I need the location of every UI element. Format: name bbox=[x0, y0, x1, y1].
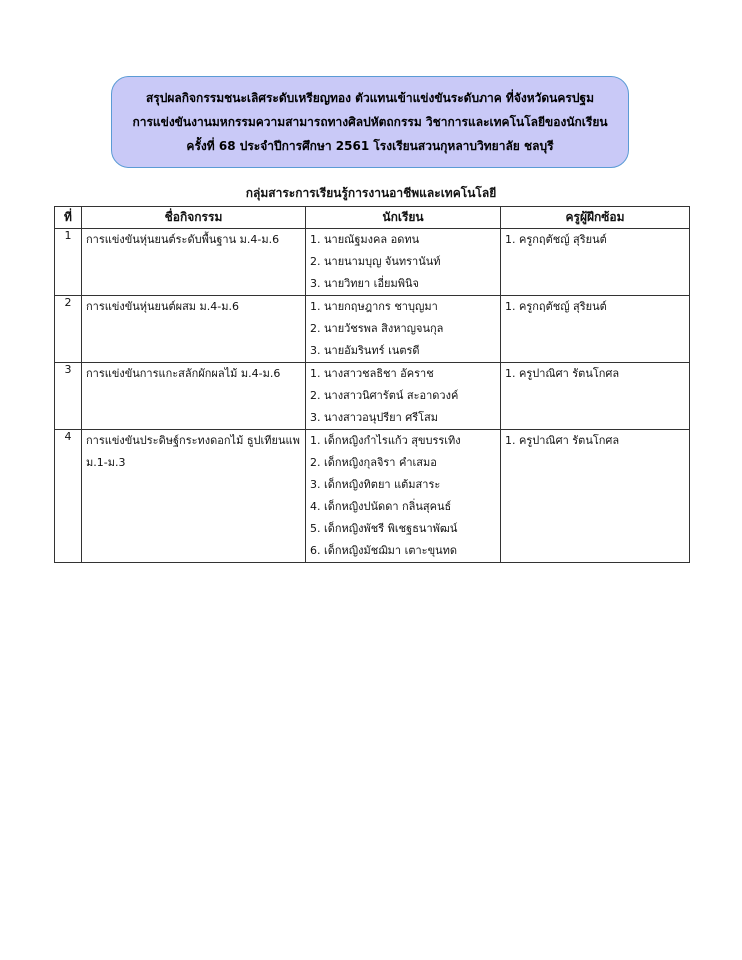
activity-name: การแข่งขันประดิษฐ์กระทงดอกไม้ ธูปเทียนแพ ม.1-ม.3 bbox=[86, 434, 300, 469]
student-name: 1. นางสาวชลธิชา อัคราช bbox=[310, 367, 434, 380]
activities-table bbox=[54, 206, 690, 563]
student-name: 6. เด็กหญิงมัชฌิมา เตาะขุนทด bbox=[310, 544, 458, 557]
student-name: 3. นายอัมรินทร์ เนตรดี bbox=[310, 344, 420, 357]
student-name: 2. นายวัชรพล สิงหาญจนกุล bbox=[310, 322, 444, 335]
teachers-cell bbox=[501, 229, 690, 296]
students-cell bbox=[306, 296, 501, 363]
table-row bbox=[55, 363, 690, 430]
student-name: 2. นางสาวนิศารัตน์ สะอาดวงค์ bbox=[310, 389, 459, 402]
student-name: 3. นายวิทยา เอี่ยมพินิจ bbox=[310, 277, 419, 290]
teachers-cell bbox=[501, 363, 690, 430]
teacher-name: 1. ครูปาณิศา รัตนโกศล bbox=[505, 367, 620, 380]
row-number: 1 bbox=[55, 229, 82, 296]
table-row bbox=[55, 296, 690, 363]
teacher-name: 1. ครูกฤตัชญ์ สุริยนต์ bbox=[505, 300, 607, 313]
header-no: ที่ bbox=[55, 207, 82, 229]
student-name: 3. นางสาวอนุปรียา ศรีโสม bbox=[310, 411, 439, 424]
row-number: 3 bbox=[55, 363, 82, 430]
header-teachers: ครูผู้ฝึกซ้อม bbox=[501, 207, 690, 229]
student-name: 1. เด็กหญิงกำไรแก้ว สุขบรรเทิง bbox=[310, 434, 461, 447]
teachers-cell bbox=[501, 430, 690, 563]
teachers-cell bbox=[501, 296, 690, 363]
activity-name: การแข่งขันหุ่นยนต์ระดับพื้นฐาน ม.4-ม.6 bbox=[86, 233, 280, 246]
row-number: 4 bbox=[55, 430, 82, 563]
teacher-name: 1. ครูปาณิศา รัตนโกศล bbox=[505, 434, 620, 447]
table-row bbox=[55, 430, 690, 563]
student-name: 1. นายกฤษฎากร ชาบุญมา bbox=[310, 300, 438, 313]
students-cell bbox=[306, 430, 501, 563]
header-line-2: การแข่งขันงานมหกรรมความสามารถทางศิลปหัตถกรรม วิชาการและเทคโนโลยีของนักเรียน bbox=[132, 115, 608, 129]
header-activity: ชื่อกิจกรรม bbox=[82, 207, 306, 229]
header-line-3: ครั้งที่ 68 ประจำปีการศึกษา 2561 โรงเรียนสวนกุหลาบวิทยาลัย ชลบุรี bbox=[186, 139, 554, 153]
activity-name: การแข่งขันการแกะสลักผักผลไม้ ม.4-ม.6 bbox=[86, 367, 281, 380]
group-title: กลุ่มสาระการเรียนรู้การงานอาชีพและเทคโนโลยี bbox=[245, 186, 497, 200]
students-cell bbox=[306, 229, 501, 296]
student-name: 1. นายณัฐมงคล อดทน bbox=[310, 233, 420, 246]
teacher-name: 1. ครูกฤตัชญ์ สุริยนต์ bbox=[505, 233, 607, 246]
student-name: 5. เด็กหญิงพัชรี พิเชฐธนาพัฒน์ bbox=[310, 522, 458, 535]
student-name: 2. นายนามบุญ จันทรานันท์ bbox=[310, 255, 441, 268]
student-name: 2. เด็กหญิงกุลจิรา คำเสมอ bbox=[310, 456, 437, 469]
header-students: นักเรียน bbox=[306, 207, 501, 229]
table-header-row bbox=[55, 207, 690, 229]
student-name: 4. เด็กหญิงปนัดดา กลิ่นสุคนธ์ bbox=[310, 500, 452, 513]
activity-name: การแข่งขันหุ่นยนต์ผสม ม.4-ม.6 bbox=[86, 300, 240, 313]
table-row bbox=[55, 229, 690, 296]
header-box bbox=[111, 76, 629, 168]
header-line-1: สรุปผลกิจกรรมชนะเลิศระดับเหรียญทอง ตัวแทนเข้าแข่งขันระดับภาค ที่จังหวัดนครปฐม bbox=[145, 91, 594, 105]
students-cell bbox=[306, 363, 501, 430]
student-name: 3. เด็กหญิงทิตยา แต้มสาระ bbox=[310, 478, 441, 491]
row-number: 2 bbox=[55, 296, 82, 363]
